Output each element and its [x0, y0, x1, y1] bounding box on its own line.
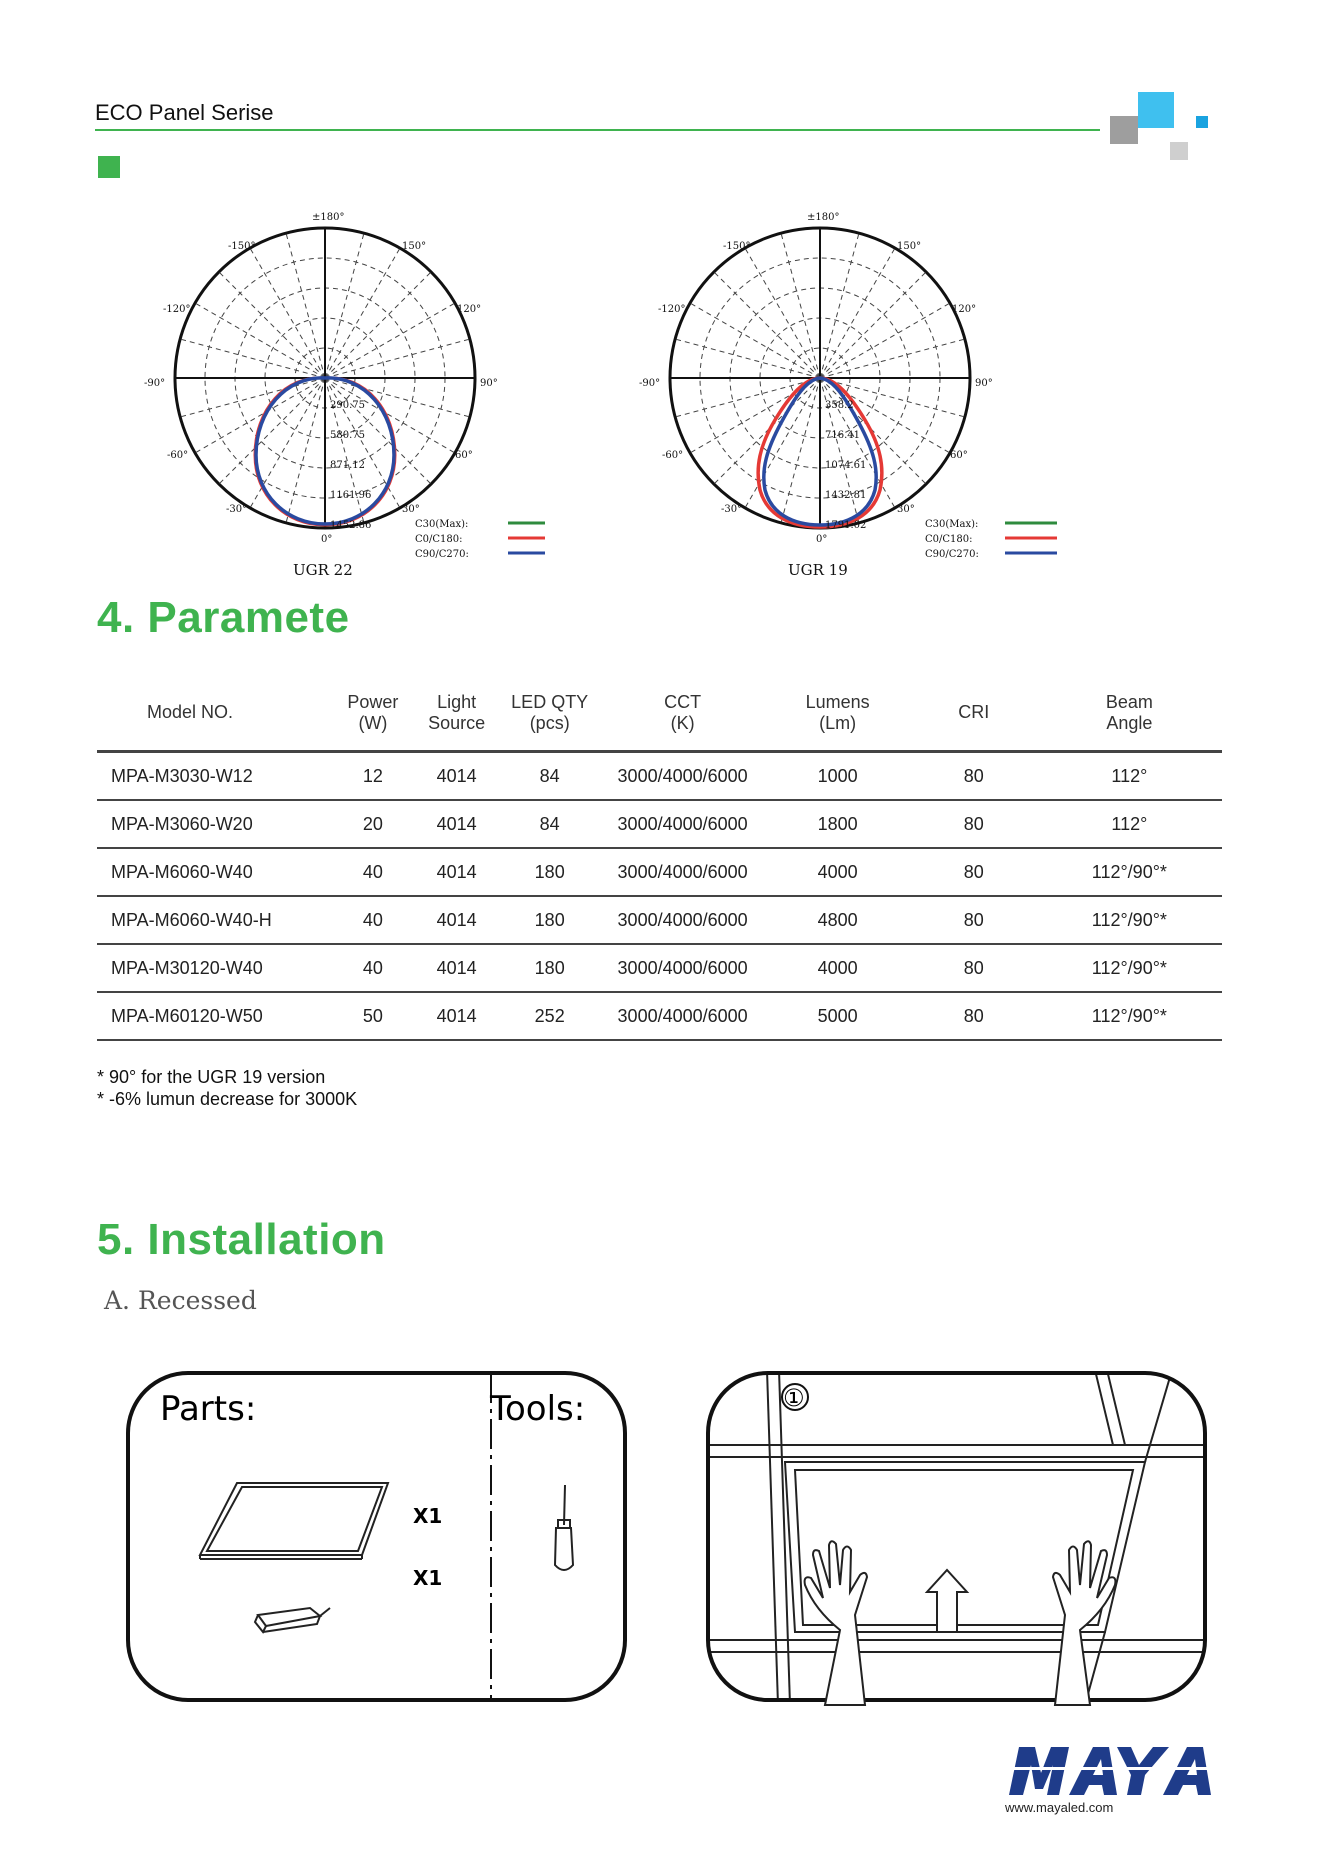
header-cct: CCT (K)	[601, 675, 765, 752]
cell-model: MPA-M3060-W20	[97, 800, 331, 848]
cell-beam: 112°/90°*	[1037, 944, 1222, 992]
table-row	[97, 992, 1222, 1040]
header-lumens: Lumens (Lm)	[764, 675, 910, 752]
section-title-installation: 5. Installation	[97, 1215, 386, 1264]
angle-label: 60°	[950, 450, 968, 461]
cell-power: 40	[331, 896, 415, 944]
cell-cct: 3000/4000/6000	[601, 848, 765, 896]
cell-source: 4014	[415, 992, 499, 1040]
table-row	[97, 848, 1222, 896]
angle-label: 120°	[952, 304, 977, 315]
angle-label: -90°	[144, 378, 166, 389]
cell-qty: 84	[499, 800, 601, 848]
legend-label: C90/C270:	[415, 549, 469, 560]
parts-label: Parts:	[160, 1389, 257, 1429]
cell-source: 4014	[415, 800, 499, 848]
cell-model: MPA-M30120-W40	[97, 944, 331, 992]
cell-source: 4014	[415, 752, 499, 801]
header-beam: Beam Angle	[1037, 675, 1222, 752]
cell-lumens: 1800	[764, 800, 910, 848]
cell-qty: 180	[499, 944, 601, 992]
step-number: ①	[783, 1384, 805, 1412]
cell-cct: 3000/4000/6000	[601, 800, 765, 848]
cell-cri: 80	[911, 848, 1037, 896]
cell-qty: 180	[499, 896, 601, 944]
subsection-title: A. Recessed	[104, 1286, 257, 1315]
table-row	[97, 944, 1222, 992]
table-row	[97, 752, 1222, 801]
legend-label: C30(Max):	[415, 519, 469, 530]
radial-label: 1074.61	[825, 460, 867, 471]
cell-power: 12	[331, 752, 415, 801]
cell-lumens: 4000	[764, 848, 910, 896]
angle-label: 90°	[480, 378, 498, 389]
install-step-1	[705, 1370, 1210, 1705]
cell-source: 4014	[415, 848, 499, 896]
cell-qty: 84	[499, 752, 601, 801]
cell-cri: 80	[911, 752, 1037, 801]
legend-label: C90/C270:	[925, 549, 979, 560]
parts-tools-panel	[125, 1370, 630, 1705]
legend-label: C0/C180:	[925, 534, 973, 545]
cell-lumens: 1000	[764, 752, 910, 801]
legend-label: C0/C180:	[415, 534, 463, 545]
angle-label: -30°	[226, 504, 248, 515]
angle-label: ±180°	[312, 212, 345, 223]
angle-label: -150°	[723, 241, 751, 252]
cell-qty: 180	[499, 848, 601, 896]
cell-cct: 3000/4000/6000	[601, 752, 765, 801]
panel-illustration	[200, 1483, 388, 1559]
header-source: Light Source	[415, 675, 499, 752]
chart-caption: UGR 22	[293, 561, 353, 579]
header-power: Power (W)	[331, 675, 415, 752]
angle-label: ±180°	[807, 212, 840, 223]
legend-label: C30(Max):	[925, 519, 979, 530]
angle-label: -90°	[639, 378, 661, 389]
angle-label: 60°	[455, 450, 473, 461]
note: * 90° for the UGR 19 version	[97, 1067, 326, 1087]
maya-logo-mark	[1005, 1745, 1227, 1797]
cell-model: MPA-M60120-W50	[97, 992, 331, 1040]
header-qty: LED QTY (pcs)	[499, 675, 601, 752]
angle-label: -60°	[167, 450, 189, 461]
angle-label: 120°	[457, 304, 482, 315]
cell-beam: 112°/90°*	[1037, 848, 1222, 896]
header-rule	[95, 129, 1100, 131]
cell-cri: 80	[911, 944, 1037, 992]
cell-beam: 112°	[1037, 800, 1222, 848]
radial-label: 1161.96	[330, 490, 372, 501]
cell-cri: 80	[911, 800, 1037, 848]
tools-label: Tools:	[490, 1389, 586, 1429]
angle-label: 90°	[975, 378, 993, 389]
cell-cri: 80	[911, 896, 1037, 944]
driver-illustration	[255, 1608, 330, 1632]
screwdriver-illustration	[555, 1485, 573, 1570]
angle-label: -150°	[228, 241, 256, 252]
table-notes	[97, 1066, 357, 1110]
cell-cct: 3000/4000/6000	[601, 944, 765, 992]
table-header-row	[97, 675, 1222, 752]
cell-cct: 3000/4000/6000	[601, 992, 765, 1040]
chart-caption: UGR 19	[788, 561, 848, 579]
table-row	[97, 800, 1222, 848]
section-title-parameters: 4. Paramete	[97, 593, 350, 642]
header-model: Model NO.	[97, 675, 331, 752]
cell-model: MPA-M6060-W40-H	[97, 896, 331, 944]
angle-label: -60°	[662, 450, 684, 461]
brand-logo	[1005, 1745, 1227, 1825]
radial-label: 290.75	[330, 400, 365, 411]
angle-label: 0°	[321, 534, 333, 545]
cell-cri: 80	[911, 992, 1037, 1040]
cell-beam: 112°/90°*	[1037, 992, 1222, 1040]
section-marker	[98, 156, 120, 178]
angle-label: 150°	[897, 241, 922, 252]
cell-source: 4014	[415, 944, 499, 992]
cell-qty: 252	[499, 992, 601, 1040]
parameters-table	[97, 675, 1222, 1041]
note: * -6% lumun decrease for 3000K	[97, 1089, 358, 1109]
hands-illustration	[805, 1541, 1116, 1705]
brand-url: www.mayaled.com	[1005, 1800, 1114, 1815]
cell-power: 40	[331, 848, 415, 896]
angle-label: -120°	[163, 304, 191, 315]
radial-label: 358.2	[825, 400, 854, 411]
polar-chart-ugr22	[144, 205, 570, 585]
angle-label: -120°	[658, 304, 686, 315]
panel-qty: X1	[413, 1504, 443, 1528]
radial-label: 1791.02	[825, 520, 867, 531]
radial-label: 1432.81	[825, 490, 867, 501]
cell-lumens: 5000	[764, 992, 910, 1040]
cell-beam: 112°/90°*	[1037, 896, 1222, 944]
angle-label: 30°	[897, 504, 915, 515]
cell-model: MPA-M6060-W40	[97, 848, 331, 896]
cell-model: MPA-M3030-W12	[97, 752, 331, 801]
polar-chart-ugr19	[639, 205, 1065, 585]
cell-power: 40	[331, 944, 415, 992]
radial-label: 716.41	[825, 430, 860, 441]
angle-label: 30°	[402, 504, 420, 515]
cell-cct: 3000/4000/6000	[601, 896, 765, 944]
cell-beam: 112°	[1037, 752, 1222, 801]
angle-label: -30°	[721, 504, 743, 515]
radial-label: 580.75	[330, 430, 365, 441]
table-row	[97, 896, 1222, 944]
cell-source: 4014	[415, 896, 499, 944]
cell-lumens: 4000	[764, 944, 910, 992]
angle-label: 0°	[816, 534, 828, 545]
series-title: ECO Panel Serise	[95, 100, 274, 125]
decor-squares	[1110, 90, 1240, 170]
cell-power: 50	[331, 992, 415, 1040]
driver-qty: X1	[413, 1566, 443, 1590]
up-arrow-icon	[927, 1570, 967, 1632]
header-cri: CRI	[911, 675, 1037, 752]
cell-lumens: 4800	[764, 896, 910, 944]
radial-label: 871.12	[330, 460, 365, 471]
cell-power: 20	[331, 800, 415, 848]
radial-label: 1452.86	[330, 520, 372, 531]
angle-label: 150°	[402, 241, 427, 252]
